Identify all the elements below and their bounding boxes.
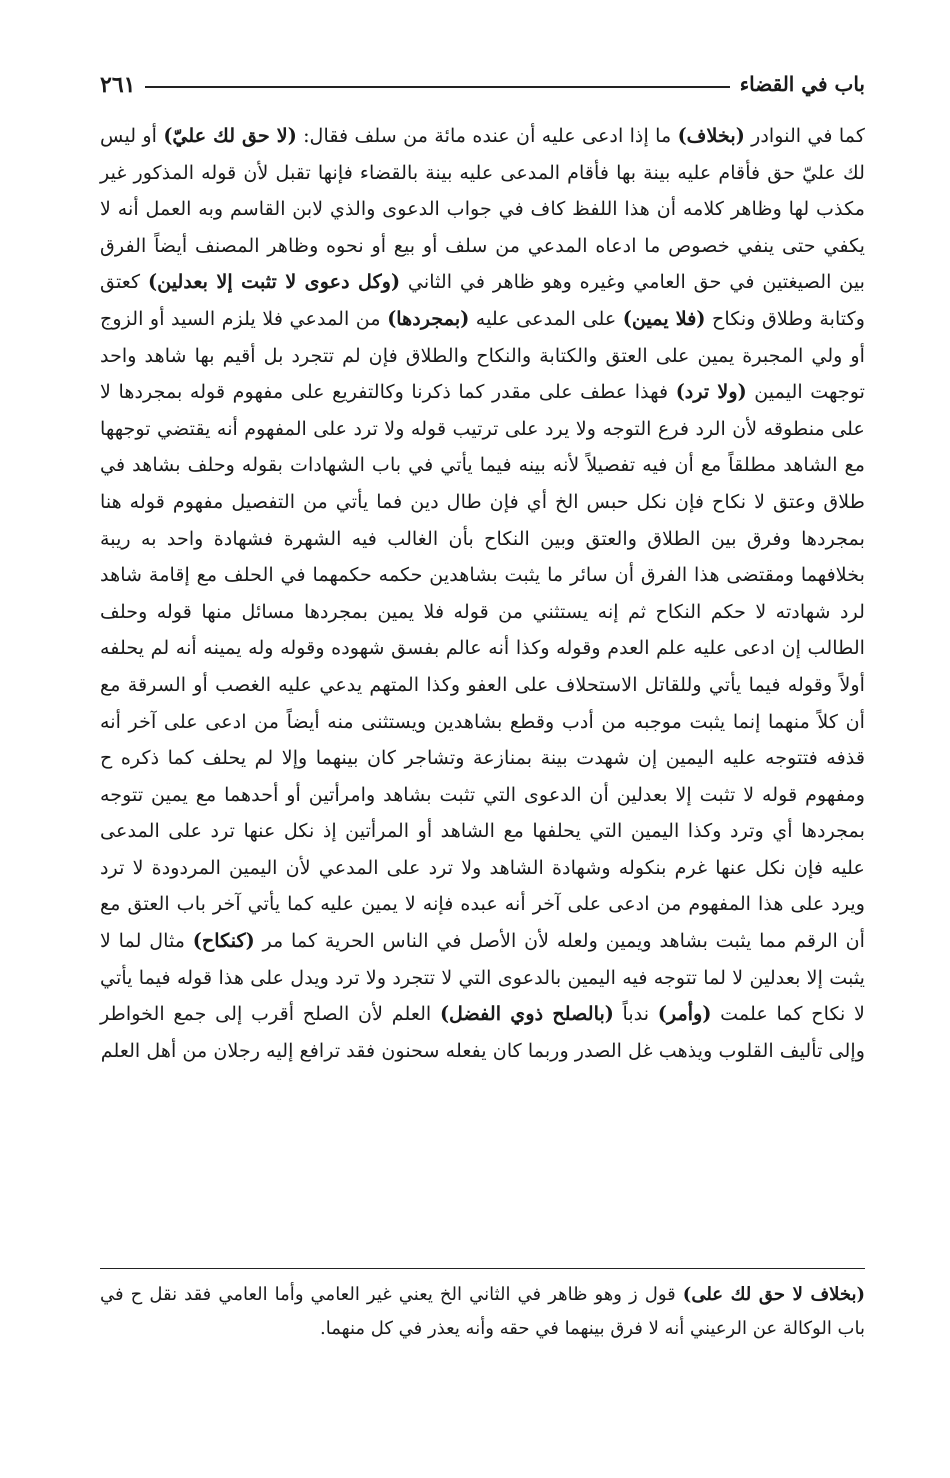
text-run: كما في النوادر [744, 124, 865, 147]
text-run: على المدعى عليه [469, 306, 623, 330]
matn-phrase: (بمجردها) [387, 306, 470, 330]
matn-phrase: (فلا يمين) [622, 306, 706, 330]
main-paragraph [100, 118, 865, 1069]
matn-phrase: (لا حق لك عليّ) [163, 124, 297, 147]
matn-phrase: (كنكاح) [192, 929, 255, 953]
footnote-paragraph [100, 1278, 865, 1346]
footnote-rule [100, 1268, 865, 1269]
matn-phrase: (وكل دعوى لا تثبت إلا بعدلين) [148, 270, 401, 294]
matn-phrase: (بالصلح ذوي الفضل) [439, 1002, 614, 1026]
matn-phrase: (ولا ترد) [675, 380, 747, 404]
header-rule [145, 86, 729, 88]
matn-phrase: (بخلاف) [677, 124, 745, 147]
footnote-lemma: (بخلاف لا حق لك على) [682, 1284, 866, 1305]
text-run: من المدعي فلا يلزم السيد أو الزوج أو ولي المجبرة يمين على العتق والكتابة والنكاح والطلاق فإن لم تتجرد بل أقيم بها شاهد واحد توجهت اليمين [100, 306, 865, 404]
main-text [100, 118, 865, 1069]
footnote-text: قول ز وهو ظاهر في الثاني الخ يعني غير العامي وأما العامي فقد نقل ح في باب الوكالة عن الرعيني أنه لا فرق بينهما في حقه وأنه يعذر في كل منهما. [100, 1284, 865, 1339]
page-number: ٢٦١ [100, 72, 136, 98]
text-run: ندباً [613, 1002, 658, 1026]
text-run: كعتق وكتابة وطلاق ونكاح [100, 270, 865, 330]
footnote [100, 1278, 865, 1346]
running-title: باب في القضاء [739, 72, 865, 96]
page-header [100, 60, 865, 100]
book-page [100, 60, 865, 1440]
text-run: ما إذا ادعى عليه أن عنده مائة من سلف فقال: [296, 124, 678, 147]
text-run: العلم لأن الصلح أقرب إلى جمع الخواطر وإلى تأليف القلوب ويذهب غل الصدر وربما كان يفعله سحنون فقد ترافع إليه رجلان من أهل العلم [100, 1002, 865, 1062]
matn-phrase: (وأمر) [657, 1002, 712, 1026]
text-run: أو ليس لك عليّ حق فأقام عليه بينة بها فأقام المدعى عليه بينة بالقضاء فإنها تقبل لأن قوله المذكور غير مكذب لها وظاهر كلامه أن هذا اللفظ كاف في جواب الدعوى والذي لابن القاسم وبه العمل أنه لا يكفي حتى ينفي خصوص ما ادعاه المدعي من سلف أو بيع أو نحوه وظاهر المصنف أيضاً الفرق بين الصيغتين في حق العامي وغيره وهو ظاهر في الثاني [100, 124, 865, 294]
text-run: مثال لما لا يثبت إلا بعدلين لا لما تتوجه فيه اليمين بالدعوى التي لا تتجرد ولا ترد ويدل على هذا قوله فيما يأتي لا نكاح كما علمت [100, 929, 865, 1026]
text-run: فهذا عطف على مقدر كما ذكرنا وكالتفريع على مفهوم قوله بمجردها لا على منطوقه لأن الرد فرع التوجه ولا يرد على ترتيب قوله ولا ترد على المفهوم أنه يقتضي توجهها مع الشاهد مطلقاً مع أن فيه تفصيلاً لأنه بينه فيما يأتي في باب الشهادات بقوله وحلف بشاهد في طلاق وعتق لا نكاح فإن نكل حبس الخ أي فإن طال دين فما يأتي من التفصيل مفهوم قوله هنا بمجردها وفرق بين الطلاق والعتق وبين النكاح بأن الغالب فيه الشهرة فشهادة واحد به ريبة بخلافهما ومقتضى هذا الفرق أن سائر ما يثبت بشاهدين حكمه حكمهما في الحلف مع إقامة شاهد لرد شهادته لا حكم النكاح ثم إنه يستثني من قوله فلا يمين بمجردها مسائل منها قوله وحلف الطالب إن ادعى عليه علم العدم وقوله وكذا أنه عالم بفسق شهوده وقوله وله يمينه أنه لم يحلفه أولاً وقوله فيما يأتي وللقاتل الاستحلاف على العفو وكذا المتهم يدعي عليه الغصب أو السرقة مع أن كلاً منهما إنما يثبت موجبه من أدب وقطع بشاهدين ويستثنى منه أيضاً من ادعى على آخر أنه قذفه فتتوجه عليه اليمين إن شهدت بينة بمنازعة وتشاجر كان بينهما وإلا لم يحلف كما ذكره ح ومفهوم قوله لا تثبت إلا بعدلين أن الدعوى التي تثبت بشاهد وامرأتين أو أحدهما مع يمين تتوجه بمجردها أي وترد وكذا اليمين التي يحلفها مع الشاهد أو المرأتين إذ نكل عنها ترد على المدعى عليه فإن نكل عنها غرم بنكوله وشهادة الشاهد ولا ترد على المدعي لأن اليمين المردودة لا ترد ويرد على هذا المفهوم من ادعى على آخر أنه عبده فإنه لا يمين عليه كما يأتي آخر باب العتق مع أن الرقم مما يثبت بشاهد ويمين ولعله لأن الأصل في الناس الحرية كما مر [100, 380, 865, 953]
